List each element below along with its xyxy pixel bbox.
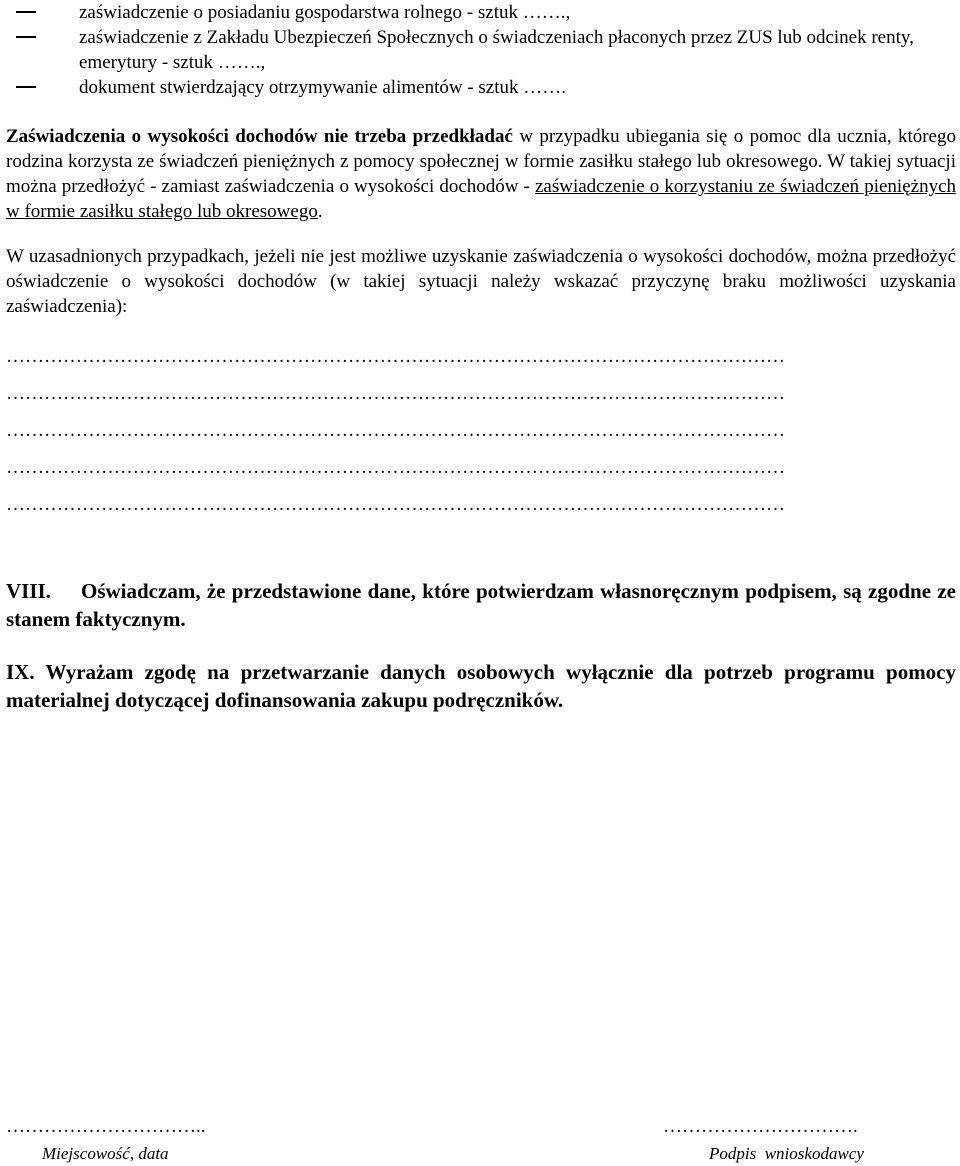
reason-line[interactable]: …………………………………………………………………………………………………………… [6, 383, 785, 404]
list-item-text: dokument stwierdzający otrzymywanie alimentów - sztuk ……. [79, 77, 567, 98]
place-date-dots: ………………………….. [6, 1116, 206, 1137]
justified-cases-paragraph [6, 244, 956, 319]
attachments-list [6, 0, 956, 100]
justified-cases-text: W uzasadnionych przypadkach, jeżeli nie jest możliwe uzyskanie zaświadczenia o wysokości dochodów, można przedłożyć oświadczenie o wysokości dochodów (w takiej sytuacji należy wskazać przyczynę braku możliwości uzyskania zaświadczenia): [6, 246, 956, 317]
section-text: Wyrażam zgodę na przetwarzanie danych osobowych wyłącznie dla potrzeb programu pomocy materialnej dotyczącej dofinansowania zakupu podręczników. [6, 660, 957, 712]
note-text: w przypadku ubiegania się o pomoc dla ucznia, którego rodzina korzysta ze świadczeń pieniężnych z pomocy społecznej w formie zasiłku stałego lub okresowego. W takiej sytuacji można przedłożyć - zamiast zaświadczenia o wysokości dochodów - [6, 126, 956, 197]
place-date-caption: Miejscowość, data [42, 1144, 169, 1163]
reason-line[interactable]: …………………………………………………………………………………………………………… [6, 420, 785, 441]
list-item [6, 0, 956, 25]
section-number: VIII. [6, 579, 51, 603]
section-text: Oświadczam, że przedstawione dane, które potwierdzam własnoręcznym podpisem, są zgodne ze stanem faktycznym. [6, 579, 956, 631]
section-ix-consent [6, 658, 956, 714]
reason-line[interactable]: …………………………………………………………………………………………………………… [6, 457, 785, 478]
list-item-text: zaświadczenie z Zakładu Ubezpieczeń Społecznych o świadczeniach płaconych przez ZUS lub odcinek renty, emerytury - sztuk ……., [79, 27, 914, 73]
dash-bullet [16, 86, 36, 88]
note-underlined: zaświadczenie o korzystaniu ze świadczeń pieniężnych w formie zasiłku stałego lub okresowego [6, 176, 956, 222]
signature-dots: …………………………. [663, 1116, 858, 1137]
list-item-text: zaświadczenie o posiadaniu gospodarstwa rolnego - sztuk ……., [79, 2, 571, 23]
reason-line[interactable]: …………………………………………………………………………………………………………… [6, 346, 785, 367]
dash-bullet [16, 11, 36, 13]
income-certificate-note [6, 124, 956, 224]
list-item [6, 25, 956, 75]
note-end: . [317, 201, 323, 222]
reason-line[interactable]: …………………………………………………………………………………………………………… [6, 494, 785, 515]
list-item [6, 75, 956, 100]
place-date-field[interactable] [6, 1114, 206, 1166]
signature-caption: Podpis wnioskodawcy [709, 1144, 864, 1163]
section-viii-declaration [6, 577, 956, 633]
dash-bullet [16, 36, 36, 38]
note-bold-lead: Zaświadczenia o wysokości dochodów nie trzeba przedkładać [6, 126, 513, 147]
section-number: IX. [6, 660, 35, 684]
signature-field[interactable] [663, 1114, 864, 1166]
